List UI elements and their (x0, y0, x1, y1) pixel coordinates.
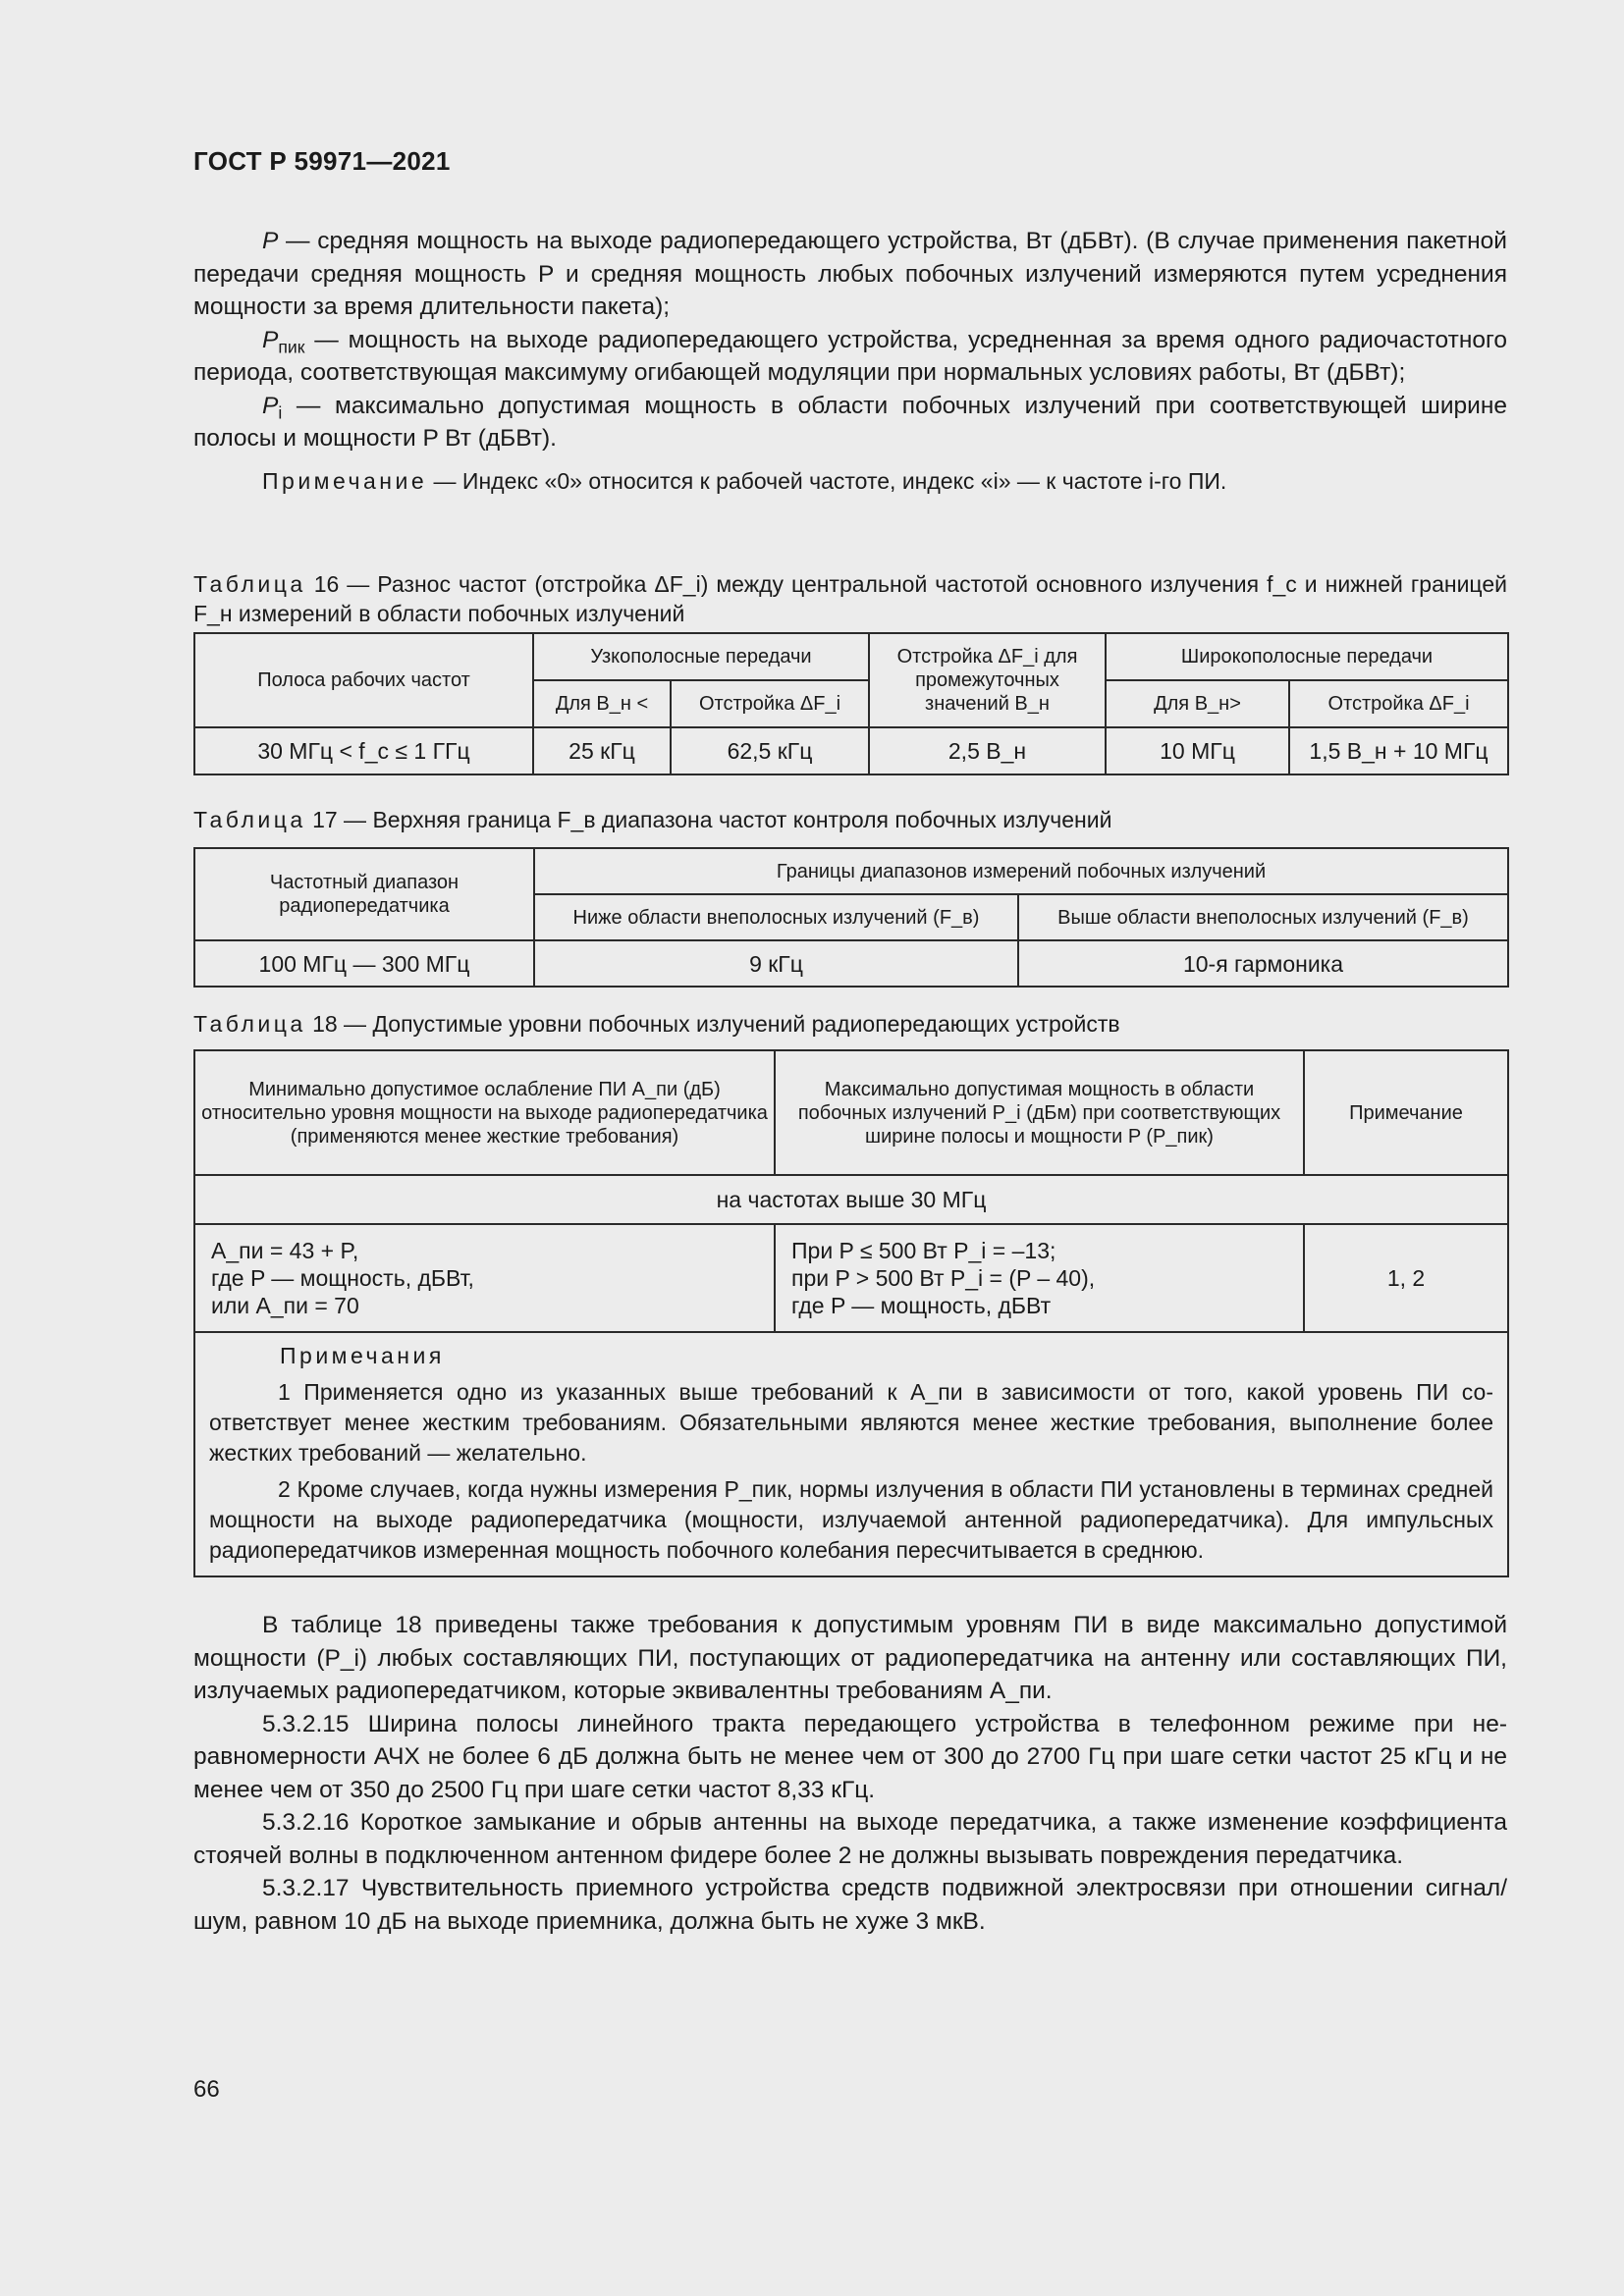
header-wide-offset: Отстройка ΔF_i (1289, 680, 1508, 727)
cell: 2,5 B_н (869, 727, 1106, 774)
table18 (193, 1049, 1509, 1577)
table17-block (193, 805, 1507, 988)
paragraph-5-3-2-16: 5.3.2.16 Короткое замыкание и обрыв антенны на выходе передатчика, а также изменение коэффициента стоячей волны в подключенном антенном фидере более 2 не должны вызывать повреждения передатчика. (193, 1809, 1507, 1869)
header-wideband: Широкополосные передачи (1106, 633, 1508, 680)
cell-line: A_пи = 43 + P, (211, 1238, 359, 1263)
cell-line: при P > 500 Вт P_i = (P – 40), (791, 1265, 1096, 1291)
table-row (194, 940, 1508, 987)
paragraph-5-3-2-17: 5.3.2.17 Чувствительность приемного устройства средств подвижной электросвязи при отношении сигнал/шум, равном 10 дБ на выходе приемника, должна быть не хуже 3 мкВ. (193, 1875, 1507, 1935)
cell: 30 МГц < f_c ≤ 1 ГГц (194, 727, 533, 774)
header-bounds: Границы диапазонов измерений побочных излучений (534, 848, 1508, 894)
caption-text: 16 — Разнос частот (отстройка ΔF_i) между центральной частотой основного излучения f_c и нижней границей F_н измерений в области побочных излучений (193, 571, 1507, 626)
table18-block (193, 1009, 1507, 1577)
table17 (193, 847, 1509, 988)
header-note: Примечание (1304, 1050, 1508, 1175)
cell: 10 МГц (1106, 727, 1289, 774)
table17-caption (193, 805, 1507, 834)
header-below: Ниже области внеполосных излучений (F_в) (534, 894, 1018, 940)
table16-caption (193, 569, 1507, 628)
body-text (193, 1609, 1507, 1938)
cell-note-ref: 1, 2 (1304, 1224, 1508, 1332)
header-above: Выше области внеполосных излучений (F_в) (1018, 894, 1508, 940)
table-label: Таблица (193, 807, 306, 832)
cell-attenuation (194, 1224, 775, 1332)
table-row (194, 1224, 1508, 1332)
definition-text: — максимально допустимая мощность в области побочных излучений при соответствующей ширине полосы и мощности P Вт (дБВт). (193, 392, 1507, 452)
table-label: Таблица (193, 571, 306, 597)
header-range: Частотный диапазон радиопередатчика (194, 848, 534, 940)
subscript: i (278, 401, 283, 422)
caption-text: 18 — Допустимые уровни побочных излучений радиопередающих устройств (305, 1011, 1120, 1037)
cell: 9 кГц (534, 940, 1018, 987)
table16-block (193, 569, 1507, 775)
note-1: 1 Применяется одно из указанных выше требований к A_пи в зависимости от того, какой уровень ПИ соответствует менее жестким требованиям. Обязательными являются менее жесткие требования, выполнение более жестких требований — желательно. (209, 1379, 1493, 1466)
cell-line: где P — мощность, дБВт (791, 1293, 1052, 1318)
definitions-block (193, 225, 1507, 498)
header-band: Полоса рабочих частот (194, 633, 533, 727)
table18-notes (194, 1332, 1508, 1576)
table-label: Таблица (193, 1011, 306, 1037)
header-narrow-offset: Отстройка ΔF_i (671, 680, 869, 727)
table-row (194, 727, 1508, 774)
cell-line: или A_пи = 70 (211, 1293, 359, 1318)
note-text: — Индекс «0» относится к рабочей частоте, индекс «i» — к частоте i-го ПИ. (427, 467, 1227, 494)
caption-text: 17 — Верхняя граница F_в диапазона частот контроля побочных излучений (305, 807, 1112, 832)
notes-title: Примечания (280, 1343, 445, 1368)
note-2: 2 Кроме случаев, когда нужны измерения P_пик, нормы излучения в области ПИ установлены в терминах средней мощности на выходе радиопередатчика (мощности, излучаемой антенной радиопередатчика). Для импульсных радиопередатчиков измеренная мощность побочного колебания пересчитывается в среднюю. (209, 1476, 1493, 1563)
cell-line: где P — мощность, дБВт, (211, 1265, 474, 1291)
paragraph-5-3-2-15: 5.3.2.15 Ширина полосы линейного тракта передающего устройства в телефонном режиме при неравномерности АЧХ не более 6 дБ должна быть не менее чем от 300 до 2700 Гц при шаге сетки частот 25 кГц и не менее чем от 350 до 2500 Гц при шаге сетки частот 8,33 кГц. (193, 1710, 1507, 1803)
header-intermediate: Отстройка ΔF_i для промежуточных значений B_н (869, 633, 1106, 727)
header-narrowband: Узкополосные передачи (533, 633, 869, 680)
subscript: пик (278, 336, 305, 356)
header-max-power: Максимально допустимая мощность в области побочных излучений P_i (дБм) при соответствующих ширине полосы и мощности P (P_пик) (775, 1050, 1304, 1175)
header-narrow-for: Для B_н < (533, 680, 671, 727)
symbol: P (262, 392, 279, 419)
definition-text: — средняя мощность на выходе радиопередающего устройства, Вт (дБВт). (В случае применения пакетной передачи средняя мощность P и средняя мощность любых побочных излучений измеряются путем усреднения мощности за время длительности пакета); (193, 228, 1507, 320)
symbol: P (262, 326, 279, 353)
header-wide-for: Для B_н> (1106, 680, 1289, 727)
definition-text: — мощность на выходе радиопередающего устройства, усредненная за время одного радиочастотного периода, соответствующая максимуму огибающей модуляции при нормальных условиях работы, Вт (дБВт); (193, 326, 1507, 386)
table18-caption (193, 1009, 1507, 1039)
cell: 62,5 кГц (671, 727, 869, 774)
symbol: P (262, 228, 279, 254)
definition-pi (193, 390, 1507, 455)
intro-note (193, 465, 1507, 499)
cell-line: При P ≤ 500 Вт P_i = –13; (791, 1238, 1056, 1263)
cell: 10-я гармоника (1018, 940, 1508, 987)
cell-max-power (775, 1224, 1304, 1332)
document-header: ГОСТ Р 59971—2021 (193, 146, 451, 176)
definition-ppik (193, 324, 1507, 390)
cell: 25 кГц (533, 727, 671, 774)
page-number: 66 (193, 2076, 220, 2103)
cell: 100 МГц — 300 МГц (194, 940, 534, 987)
note-label: Примечание (262, 467, 428, 494)
paragraph: В таблице 18 приведены также требования к допустимым уровням ПИ в виде максимально допустимой мощности (P_i) любых составляющих ПИ, поступающих от радиопередатчика на антенну или составляющих ПИ, излучаемых радиопередатчиком, которые эквивалентны требованиям A_пи. (193, 1612, 1507, 1704)
table16 (193, 632, 1509, 775)
cell: 1,5 B_н + 10 МГц (1289, 727, 1508, 774)
definition-p (193, 225, 1507, 324)
span-row: на частотах выше 30 МГц (194, 1175, 1508, 1224)
header-attenuation: Минимально допустимое ослабление ПИ A_пи (дБ) относительно уровня мощности на выходе радиопередатчика (применяются менее жесткие требования) (194, 1050, 775, 1175)
